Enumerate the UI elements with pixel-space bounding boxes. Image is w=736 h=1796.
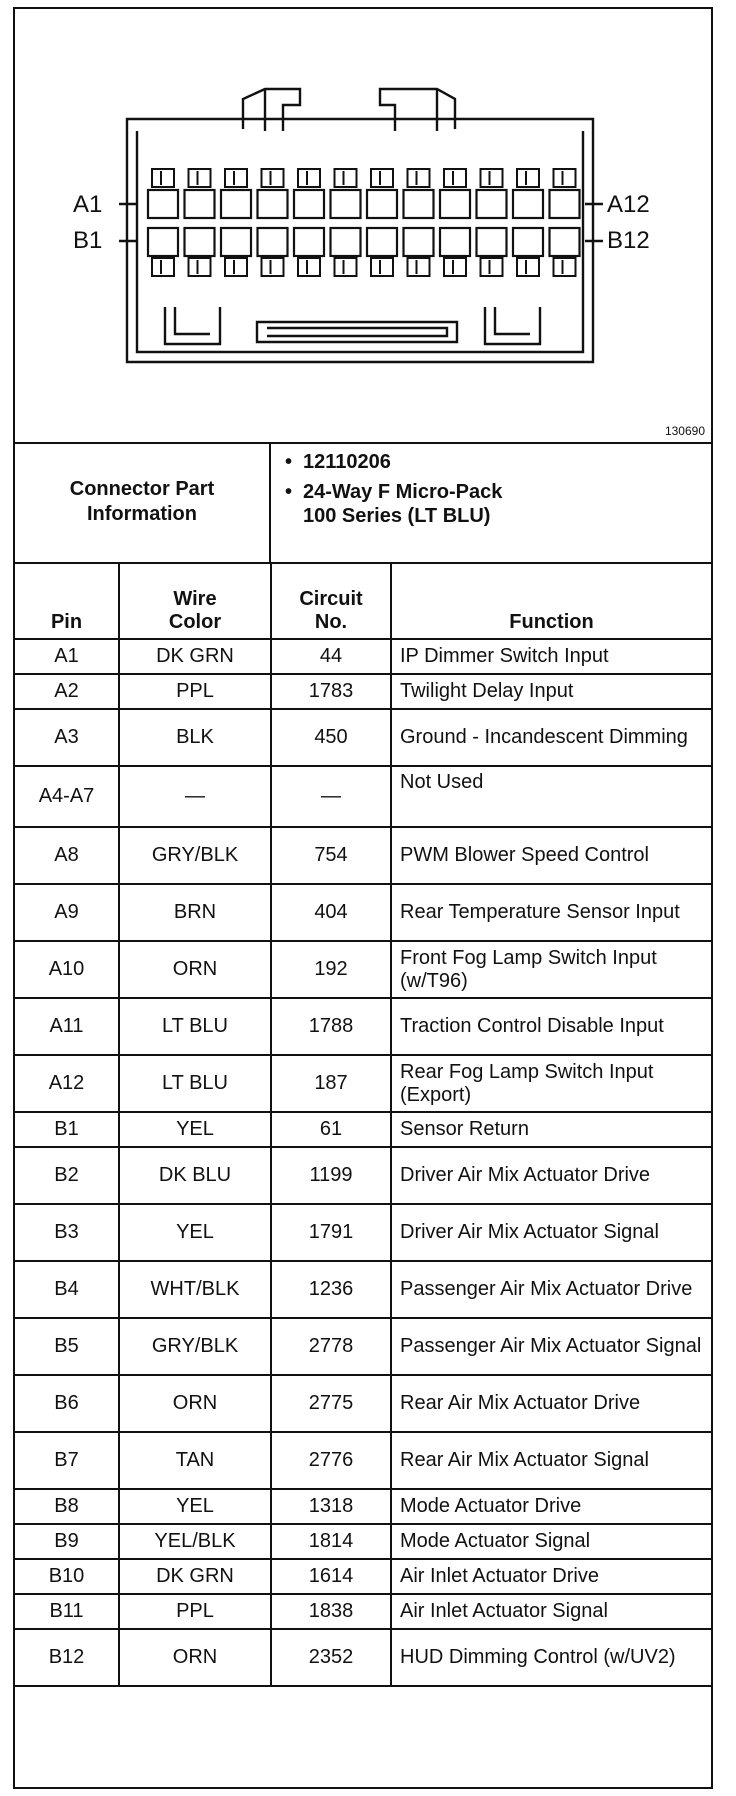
function-cell: Sensor Return (391, 1112, 711, 1147)
wire-color-cell: ORN (119, 1629, 271, 1686)
circuit-cell: 1199 (271, 1147, 391, 1204)
label-a12: A12 (607, 191, 650, 218)
pin-cavity-b6 (331, 228, 361, 256)
pin-cell: A10 (15, 941, 119, 998)
terminal-latch-b9 (444, 258, 466, 276)
wire-color-cell: YEL (119, 1489, 271, 1524)
pin-cell: B9 (15, 1524, 119, 1559)
pin-cell: B5 (15, 1318, 119, 1375)
circuit-cell: 2352 (271, 1629, 391, 1686)
header-function: Function (391, 563, 711, 639)
pin-cell: B11 (15, 1594, 119, 1629)
pin-cell: A1 (15, 639, 119, 674)
connector-description-line2: 100 Series (LT BLU) (303, 505, 491, 527)
connector-face-drawing (15, 9, 711, 442)
pin-cell: B2 (15, 1147, 119, 1204)
pinout-row (15, 1055, 711, 1112)
pinout-row (15, 1629, 711, 1686)
terminal-latch-b3 (225, 258, 247, 276)
pin-cell: A12 (15, 1055, 119, 1112)
connector-sheet (13, 7, 713, 1789)
pin-cell: B3 (15, 1204, 119, 1261)
terminal-latch-b4 (262, 258, 284, 276)
circuit-cell: 1614 (271, 1559, 391, 1594)
terminal-latch-b11 (517, 258, 539, 276)
wire-color-cell: YEL/BLK (119, 1524, 271, 1559)
function-cell: Twilight Delay Input (391, 674, 711, 709)
function-cell: Ground - Incandescent Dimming (391, 709, 711, 766)
label-b1: B1 (73, 227, 103, 254)
wire-color-cell: GRY/BLK (119, 1318, 271, 1375)
circuit-cell: 1318 (271, 1489, 391, 1524)
pin-cavity-b8 (404, 228, 434, 256)
pinout-row (15, 1594, 711, 1629)
circuit-cell: 1838 (271, 1594, 391, 1629)
pin-cell: A4-A7 (15, 766, 119, 827)
circuit-cell: 187 (271, 1055, 391, 1112)
pinout-row (15, 1432, 711, 1489)
pinout-table-body (15, 639, 711, 1686)
terminal-latch-b5 (298, 258, 320, 276)
circuit-cell: 1788 (271, 998, 391, 1055)
function-cell: Passenger Air Mix Actuator Signal (391, 1318, 711, 1375)
pinout-row (15, 1489, 711, 1524)
pinout-row (15, 1524, 711, 1559)
pinout-row (15, 766, 711, 827)
circuit-cell: 1783 (271, 674, 391, 709)
terminal-latch-a12 (554, 169, 576, 187)
pin-cavity-b2 (185, 228, 215, 256)
function-cell: Air Inlet Actuator Signal (391, 1594, 711, 1629)
wire-color-cell: YEL (119, 1112, 271, 1147)
pinout-row (15, 639, 711, 674)
pinout-row (15, 884, 711, 941)
terminal-latch-b6 (335, 258, 357, 276)
terminal-latch-a1 (152, 169, 174, 187)
wire-color-cell: PPL (119, 674, 271, 709)
pin-cavity-b3 (221, 228, 251, 256)
pinout-row (15, 709, 711, 766)
pin-cell: A3 (15, 709, 119, 766)
function-cell: Front Fog Lamp Switch Input (w/T96) (391, 941, 711, 998)
terminal-latch-a8 (408, 169, 430, 187)
connector-description (277, 480, 707, 528)
function-cell: Traction Control Disable Input (391, 998, 711, 1055)
pinout-row (15, 1318, 711, 1375)
wire-color-cell: ORN (119, 1375, 271, 1432)
circuit-cell: 754 (271, 827, 391, 884)
pin-cell: A2 (15, 674, 119, 709)
pinout-row (15, 1375, 711, 1432)
function-cell: Rear Temperature Sensor Input (391, 884, 711, 941)
function-cell: PWM Blower Speed Control (391, 827, 711, 884)
pin-cell: B7 (15, 1432, 119, 1489)
circuit-cell: 44 (271, 639, 391, 674)
pin-cell: B1 (15, 1112, 119, 1147)
connector-part-information (15, 442, 711, 564)
terminal-latch-b12 (554, 258, 576, 276)
wire-color-cell: TAN (119, 1432, 271, 1489)
pin-cell: B10 (15, 1559, 119, 1594)
circuit-cell: 1791 (271, 1204, 391, 1261)
pin-cavity-a8 (404, 190, 434, 218)
circuit-cell: 404 (271, 884, 391, 941)
circuit-cell: 450 (271, 709, 391, 766)
pin-cell: A11 (15, 998, 119, 1055)
function-cell: Mode Actuator Drive (391, 1489, 711, 1524)
pin-cavity-a3 (221, 190, 251, 218)
pin-cavity-a2 (185, 190, 215, 218)
pin-cavity-a6 (331, 190, 361, 218)
pinout-table-header (15, 563, 711, 639)
terminal-latch-a11 (517, 169, 539, 187)
connector-info-label (15, 442, 271, 562)
label-b12: B12 (607, 227, 650, 254)
function-cell: Rear Fog Lamp Switch Input (Export) (391, 1055, 711, 1112)
function-cell: Air Inlet Actuator Drive (391, 1559, 711, 1594)
wire-color-cell: PPL (119, 1594, 271, 1629)
pinout-row (15, 1112, 711, 1147)
pin-cavity-a10 (477, 190, 507, 218)
pin-cell: A9 (15, 884, 119, 941)
pinout-row (15, 941, 711, 998)
label-a1: A1 (73, 191, 103, 218)
circuit-cell: 192 (271, 941, 391, 998)
pin-cavity-grid (148, 169, 580, 276)
header-wire-color: Wire Color (119, 563, 271, 639)
terminal-latch-b1 (152, 258, 174, 276)
pinout-row (15, 998, 711, 1055)
pin-cavity-a11 (513, 190, 543, 218)
circuit-cell: 2776 (271, 1432, 391, 1489)
wire-color-cell: DK GRN (119, 639, 271, 674)
figure-number: 130690 (664, 424, 705, 438)
pin-cavity-a5 (294, 190, 324, 218)
terminal-latch-a10 (481, 169, 503, 187)
wire-color-cell: ORN (119, 941, 271, 998)
pin-cavity-b5 (294, 228, 324, 256)
pinout-row (15, 1204, 711, 1261)
wire-color-cell: YEL (119, 1204, 271, 1261)
pin-cell: A8 (15, 827, 119, 884)
pin-cavity-a4 (258, 190, 288, 218)
terminal-latch-b10 (481, 258, 503, 276)
terminal-latch-b7 (371, 258, 393, 276)
pin-cavity-b1 (148, 228, 178, 256)
header-pin: Pin (15, 563, 119, 639)
circuit-cell: 1236 (271, 1261, 391, 1318)
function-cell: HUD Dimming Control (w/UV2) (391, 1629, 711, 1686)
function-cell: Driver Air Mix Actuator Signal (391, 1204, 711, 1261)
pin-cell: B6 (15, 1375, 119, 1432)
pin-cavity-a12 (550, 190, 580, 218)
pin-cavity-b7 (367, 228, 397, 256)
terminal-latch-a9 (444, 169, 466, 187)
wire-color-cell: DK BLU (119, 1147, 271, 1204)
connector-info-label-line1: Connector Part (69, 478, 215, 500)
connector-description-line1: 24-Way F Micro-Pack (303, 481, 503, 503)
pin-cell: B4 (15, 1261, 119, 1318)
wire-color-cell: LT BLU (119, 998, 271, 1055)
terminal-latch-a7 (371, 169, 393, 187)
pinout-row (15, 674, 711, 709)
terminal-latch-a6 (335, 169, 357, 187)
connector-diagram (15, 9, 711, 444)
circuit-cell: — (271, 766, 391, 827)
connector-info-details (277, 450, 707, 534)
terminal-latch-b2 (189, 258, 211, 276)
function-cell: Rear Air Mix Actuator Drive (391, 1375, 711, 1432)
function-cell: Passenger Air Mix Actuator Drive (391, 1261, 711, 1318)
part-number: • 12110206 (277, 450, 707, 474)
connector-info-label-line2: Information (87, 503, 197, 525)
pin-cavity-b10 (477, 228, 507, 256)
function-cell: Mode Actuator Signal (391, 1524, 711, 1559)
pin-cavity-a1 (148, 190, 178, 218)
pin-cavity-b11 (513, 228, 543, 256)
function-cell: IP Dimmer Switch Input (391, 639, 711, 674)
terminal-latch-a4 (262, 169, 284, 187)
pinout-row (15, 1261, 711, 1318)
wire-color-cell: — (119, 766, 271, 827)
pin-cell: B12 (15, 1629, 119, 1686)
terminal-latch-a5 (298, 169, 320, 187)
function-cell: Driver Air Mix Actuator Drive (391, 1147, 711, 1204)
pinout-table (15, 562, 711, 1687)
circuit-cell: 2775 (271, 1375, 391, 1432)
terminal-latch-a2 (189, 169, 211, 187)
pin-cell: B8 (15, 1489, 119, 1524)
circuit-cell: 1814 (271, 1524, 391, 1559)
pinout-row (15, 827, 711, 884)
wire-color-cell: BLK (119, 709, 271, 766)
circuit-cell: 61 (271, 1112, 391, 1147)
wire-color-cell: LT BLU (119, 1055, 271, 1112)
function-cell: Rear Air Mix Actuator Signal (391, 1432, 711, 1489)
pin-cavity-a9 (440, 190, 470, 218)
function-cell: Not Used (391, 766, 711, 827)
wire-color-cell: WHT/BLK (119, 1261, 271, 1318)
pin-cavity-b9 (440, 228, 470, 256)
pin-cavity-b4 (258, 228, 288, 256)
wire-color-cell: DK GRN (119, 1559, 271, 1594)
wire-color-cell: BRN (119, 884, 271, 941)
terminal-latch-b8 (408, 258, 430, 276)
pinout-row (15, 1559, 711, 1594)
wire-color-cell: GRY/BLK (119, 827, 271, 884)
pinout-row (15, 1147, 711, 1204)
circuit-cell: 2778 (271, 1318, 391, 1375)
pin-cavity-b12 (550, 228, 580, 256)
terminal-latch-a3 (225, 169, 247, 187)
header-circuit: Circuit No. (271, 563, 391, 639)
pin-cavity-a7 (367, 190, 397, 218)
